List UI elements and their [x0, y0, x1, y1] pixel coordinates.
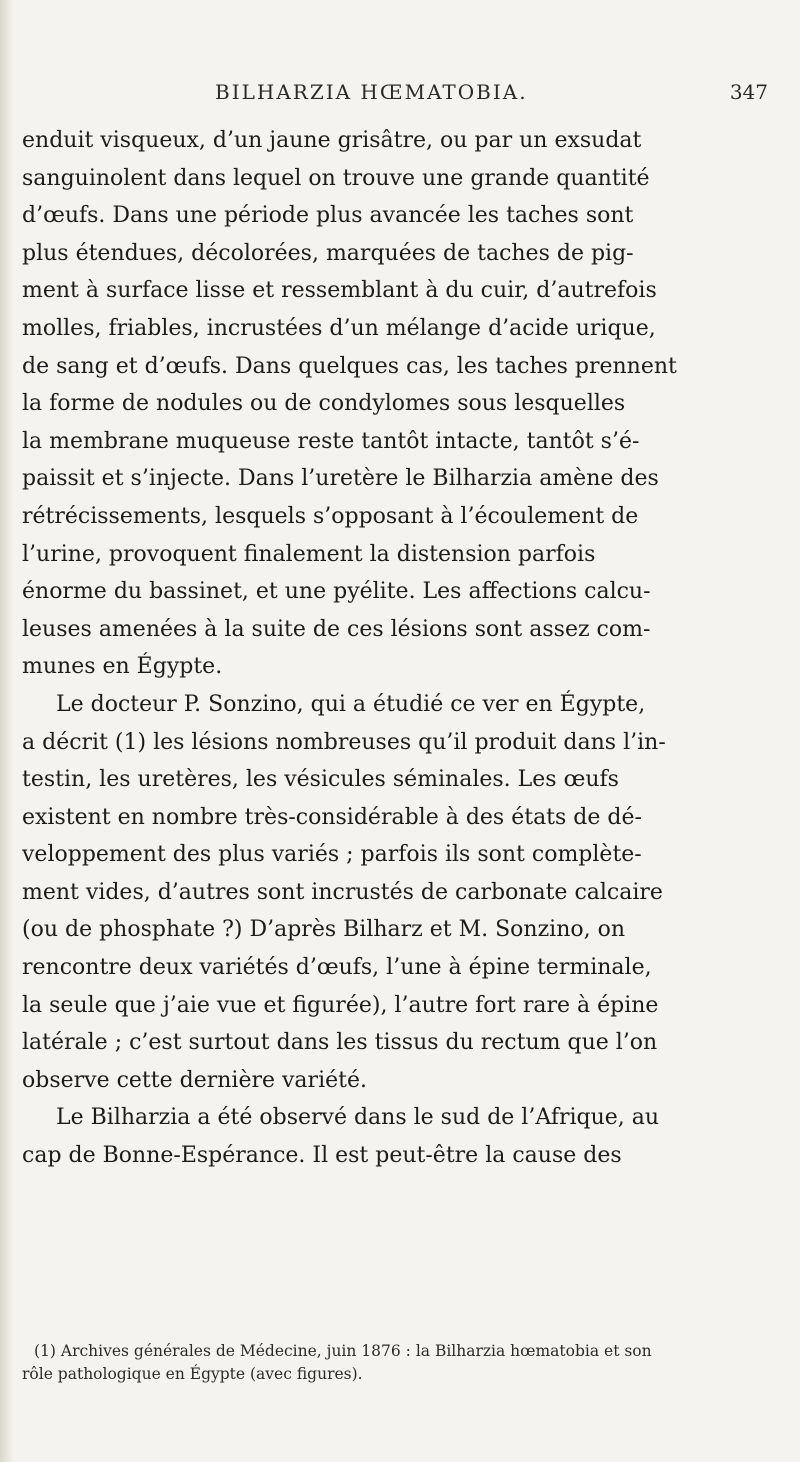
- text-line: enduit visqueux, d’un jaune grisâtre, ou par un exsudat: [22, 128, 642, 153]
- text-line: plus étendues, décolorées, marquées de taches de pig-: [22, 240, 634, 266]
- page-number: 347: [729, 80, 768, 104]
- text-line: cap de Bonne-Espérance. Il est peut-être la cause des: [22, 1143, 622, 1169]
- text-line: énorme du bassinet, et une pyélite. Les affections calcu-: [22, 579, 651, 605]
- text-line: molles, friables, incrustées d’un mélange d’acide urique,: [22, 315, 656, 341]
- text-line: la forme de nodules ou de condylomes sous lesquelles: [22, 391, 626, 417]
- text-line: l’urine, provoquent finalement la distension parfois: [22, 541, 596, 567]
- text-line: ment à surface lisse et ressemblant à du cuir, d’autrefois: [22, 278, 657, 304]
- text-line: veloppement des plus variés ; parfois ils sont complète-: [22, 842, 642, 868]
- text-line: de sang et d’œufs. Dans quelques cas, les taches prennent: [22, 353, 677, 379]
- text-line: paissit et s’injecte. Dans l’uretère le Bilharzia amène des: [22, 466, 659, 492]
- footnote-line: (1) Archives générales de Médecine, juin 1876 : la Bilharzia hœmatobia et son: [34, 1342, 652, 1360]
- text-line: munes en Égypte.: [22, 654, 223, 680]
- text-line: rétrécissements, lesquels s’opposant à l’écoulement de: [22, 503, 639, 529]
- footnotes: [22, 1340, 782, 1386]
- paragraph-start-line: Le docteur P. Sonzino, qui a étudié ce ver en Égypte,: [56, 691, 646, 717]
- page-header: [0, 80, 800, 110]
- running-title: BILHARZIA HŒMATOBIA.: [215, 80, 528, 104]
- text-line: sanguinolent dans lequel on trouve une grande quantité: [22, 165, 650, 191]
- text-line: la membrane muqueuse reste tantôt intacte, tantôt s’é-: [22, 428, 640, 454]
- text-line: rencontre deux variétés d’œufs, l’une à épine terminale,: [22, 955, 652, 981]
- page-gutter-shadow: [0, 0, 14, 1462]
- text-line: d’œufs. Dans une période plus avancée les taches sont: [22, 203, 634, 229]
- text-line: leuses amenées à la suite de ces lésions sont assez com-: [22, 616, 651, 642]
- text-line: ment vides, d’autres sont incrustés de carbonate calcaire: [22, 879, 663, 905]
- text-line: existent en nombre très-considérable à des états de dé-: [22, 804, 642, 830]
- text-line: observe cette dernière variété.: [22, 1067, 367, 1093]
- text-line: (ou de phosphate ?) D’après Bilharz et M. Sonzino, on: [22, 917, 626, 943]
- text-line: a décrit (1) les lésions nombreuses qu’il produit dans l’in-: [22, 729, 666, 755]
- body-text: [22, 122, 767, 1175]
- footnote-line: rôle pathologique en Égypte (avec figures).: [22, 1365, 363, 1383]
- paragraph-start-line: Le Bilharzia a été observé dans le sud de l’Afrique, au: [56, 1105, 660, 1131]
- text-line: latérale ; c’est surtout dans les tissus du rectum que l’on: [22, 1030, 658, 1056]
- text-line: testin, les uretères, les vésicules séminales. Les œufs: [22, 767, 619, 793]
- text-line: la seule que j’aie vue et figurée), l’autre fort rare à épine: [22, 992, 659, 1018]
